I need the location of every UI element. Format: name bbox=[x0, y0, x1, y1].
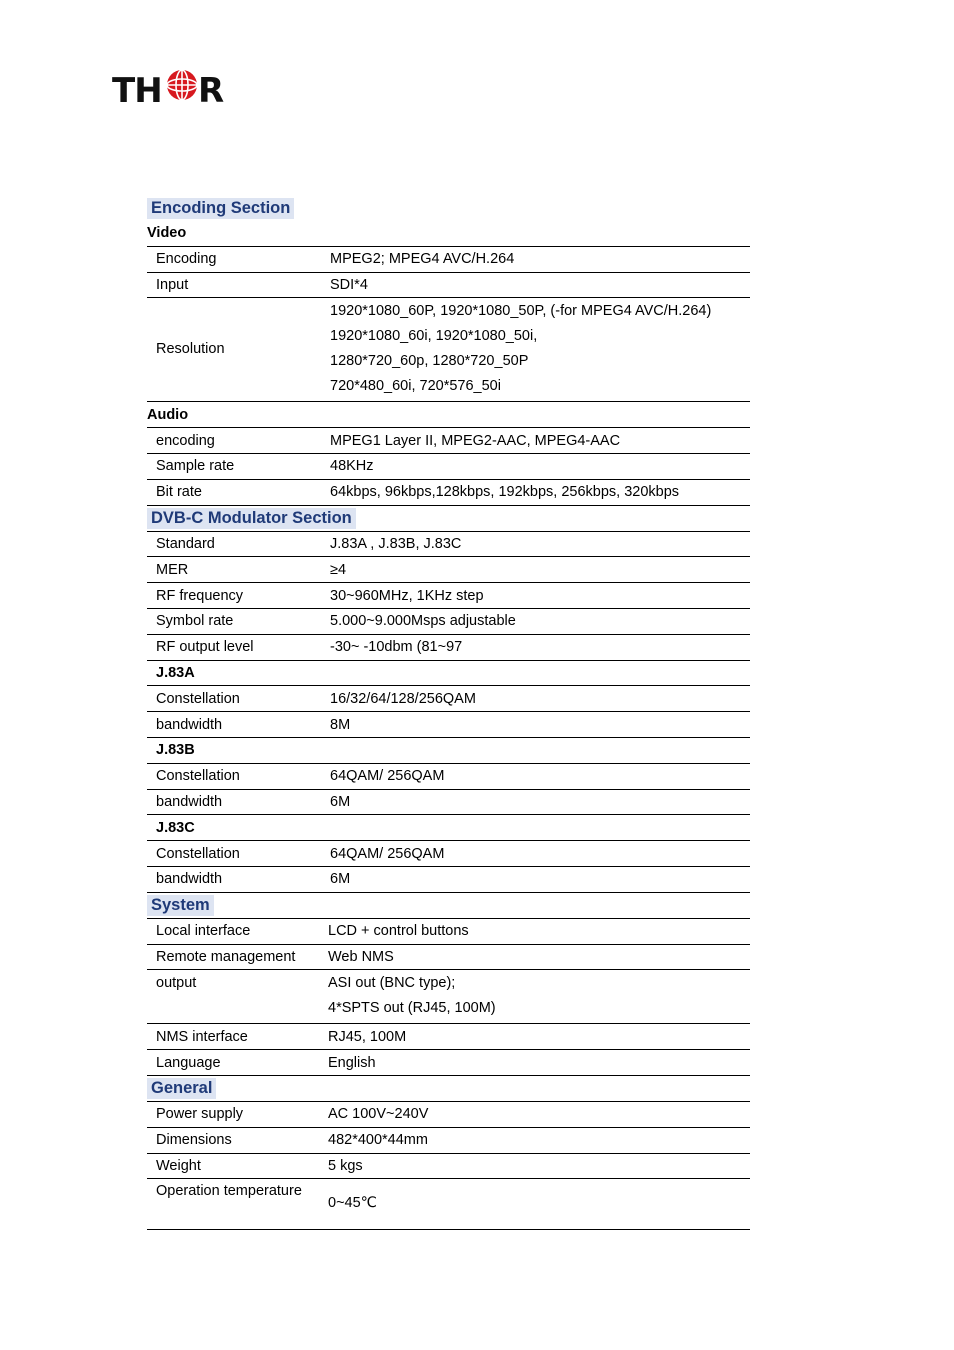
spec-row bbox=[147, 428, 750, 454]
spec-key: bandwidth bbox=[156, 716, 223, 733]
section-title: Encoding Section bbox=[147, 198, 294, 219]
spec-key: Power supply bbox=[156, 1106, 244, 1123]
spec-row bbox=[147, 867, 750, 893]
section-title: General bbox=[147, 1078, 216, 1099]
spec-key: bandwidth bbox=[156, 793, 223, 810]
spec-key: Constellation bbox=[156, 845, 240, 862]
spec-row bbox=[147, 298, 750, 402]
spec-value-line: 1920*1080_60P, 1920*1080_50P, (-for MPEG4 AVC/H.264) bbox=[330, 303, 712, 320]
spec-value: 6M bbox=[330, 793, 351, 810]
svg-text:TH: TH bbox=[112, 71, 162, 106]
spec-table bbox=[147, 196, 750, 1230]
spec-value: 8M bbox=[330, 716, 351, 733]
spec-value: MPEG1 Layer II, MPEG2-AAC, MPEG4-AAC bbox=[330, 432, 621, 449]
group-video: Video bbox=[147, 221, 750, 247]
section-title: DVB-C Modulator Section bbox=[147, 508, 356, 529]
spec-value: SDI*4 bbox=[330, 276, 368, 293]
group-j83b: J.83B bbox=[147, 738, 750, 764]
spec-row bbox=[147, 841, 750, 867]
spec-row bbox=[147, 1154, 750, 1180]
spec-value: -30~ -10dbm (81~97 bbox=[330, 639, 463, 656]
spec-key: Local interface bbox=[156, 923, 251, 940]
spec-key: Symbol rate bbox=[156, 613, 234, 630]
spec-value-line: 720*480_60i, 720*576_50i bbox=[330, 378, 501, 395]
spec-value: 5.000~9.000Msps adjustable bbox=[330, 613, 516, 630]
spec-row bbox=[147, 480, 750, 506]
svg-text:R: R bbox=[198, 71, 225, 106]
spec-key: Dimensions bbox=[156, 1132, 232, 1149]
spec-key: Resolution bbox=[156, 341, 225, 358]
spec-value-line: ASI out (BNC type); bbox=[328, 975, 456, 992]
section-system bbox=[147, 893, 750, 919]
spec-key: RF frequency bbox=[156, 587, 244, 604]
spec-key: Encoding bbox=[156, 251, 217, 268]
spec-value: AC 100V~240V bbox=[328, 1106, 429, 1123]
spec-row bbox=[147, 1024, 750, 1050]
section-modulator bbox=[147, 506, 750, 532]
spec-row bbox=[147, 1102, 750, 1128]
spec-row bbox=[147, 970, 750, 1024]
spec-value: 5 kgs bbox=[328, 1157, 363, 1174]
spec-value: 64QAM/ 256QAM bbox=[330, 845, 445, 862]
spec-row bbox=[147, 583, 750, 609]
spec-key: Language bbox=[156, 1054, 221, 1071]
spec-value: RJ45, 100M bbox=[328, 1028, 407, 1045]
spec-value: English bbox=[328, 1054, 376, 1071]
spec-row bbox=[147, 1179, 750, 1230]
spec-row bbox=[147, 609, 750, 635]
spec-key: Constellation bbox=[156, 768, 240, 785]
spec-row bbox=[147, 635, 750, 661]
spec-key: output bbox=[156, 975, 197, 992]
spec-row bbox=[147, 247, 750, 273]
spec-value: 482*400*44mm bbox=[328, 1132, 428, 1149]
spec-value: ≥4 bbox=[330, 561, 347, 578]
spec-value-line: 4*SPTS out (RJ45, 100M) bbox=[328, 1000, 496, 1017]
spec-row bbox=[147, 712, 750, 738]
spec-value: 48KHz bbox=[330, 458, 374, 475]
spec-value-line: 1280*720_60p, 1280*720_50P bbox=[330, 353, 529, 370]
spec-row bbox=[147, 454, 750, 480]
spec-key: Bit rate bbox=[156, 484, 202, 501]
spec-key: bandwidth bbox=[156, 871, 223, 888]
spec-value: Web NMS bbox=[328, 948, 394, 965]
section-encoding bbox=[147, 196, 750, 221]
spec-key: Sample rate bbox=[156, 458, 235, 475]
spec-row bbox=[147, 1128, 750, 1154]
spec-key: Input bbox=[156, 276, 189, 293]
spec-row bbox=[147, 945, 750, 971]
spec-key: Remote management bbox=[156, 948, 296, 965]
group-j83c: J.83C bbox=[147, 815, 750, 841]
spec-row bbox=[147, 686, 750, 712]
group-audio: Audio bbox=[147, 402, 750, 428]
spec-key: MER bbox=[156, 561, 189, 578]
spec-row bbox=[147, 919, 750, 945]
spec-value bbox=[330, 299, 750, 399]
spec-key: RF output level bbox=[156, 639, 254, 656]
spec-row bbox=[147, 557, 750, 583]
spec-key: encoding bbox=[156, 432, 215, 449]
spec-value: 64kbps, 96kbps,128kbps, 192kbps, 256kbps, 320kbps bbox=[330, 484, 680, 501]
thor-logo bbox=[112, 66, 232, 106]
spec-row bbox=[147, 532, 750, 558]
spec-key: Operation temperature bbox=[156, 1183, 302, 1200]
spec-key: Weight bbox=[156, 1157, 201, 1174]
spec-row bbox=[147, 273, 750, 299]
spec-value: 6M bbox=[330, 871, 351, 888]
section-title: System bbox=[147, 895, 214, 916]
spec-key: Constellation bbox=[156, 690, 240, 707]
spec-row bbox=[147, 790, 750, 816]
spec-value: MPEG2; MPEG4 AVC/H.264 bbox=[330, 251, 515, 268]
spec-value: 30~960MHz, 1KHz step bbox=[330, 587, 484, 604]
group-j83a: J.83A bbox=[147, 661, 750, 687]
spec-key: Standard bbox=[156, 535, 215, 552]
spec-row bbox=[147, 1050, 750, 1076]
spec-row bbox=[147, 764, 750, 790]
spec-value bbox=[328, 971, 750, 1021]
spec-value: 64QAM/ 256QAM bbox=[330, 768, 445, 785]
spec-value: 16/32/64/128/256QAM bbox=[330, 690, 476, 707]
spec-value: J.83A , J.83B, J.83C bbox=[330, 535, 462, 552]
spec-value-line: 1920*1080_60i, 1920*1080_50i, bbox=[330, 328, 538, 345]
spec-value: LCD + control buttons bbox=[328, 923, 469, 940]
spec-key: NMS interface bbox=[156, 1028, 248, 1045]
section-general bbox=[147, 1076, 750, 1102]
spec-value: 0~45℃ bbox=[328, 1195, 377, 1212]
